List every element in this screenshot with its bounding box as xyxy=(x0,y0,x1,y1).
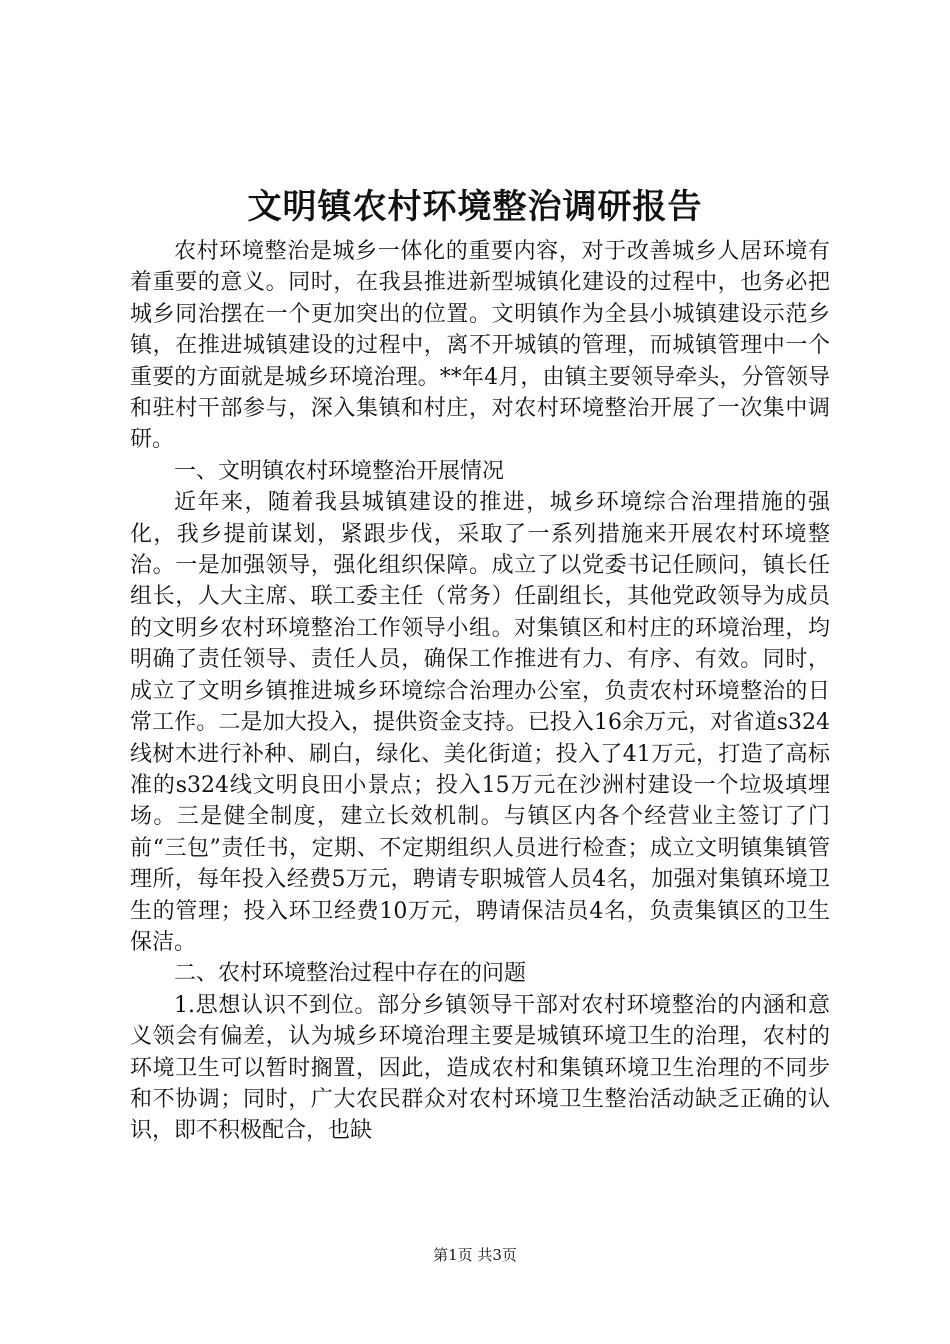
section-heading-2: 二、农村环境整治过程中存在的问题 xyxy=(174,961,527,987)
section-1-paragraph: 近年来，随着我县城镇建设的推进，城乡环境综合治理措施的强化，我乡提前谋划，紧跟步伐，采取了一系列措施来开展农村环境整治。一是加强领导，强化组织保障。成立了以党委书记任顾问，镇长任组长，人大主席、联工委主任（常务）任副组长，其他党政领导为成员的文明乡农村环境整治工作领导小组。对集镇区和村庄的环境治理，均明确了责任领导、责任人员，确保工作推进有力、有序、有效。同时，成立了文明乡镇推进城乡环境综合治理办公室，负责农村环境整治的日常工作。二是加大投入，提供资金支持。已投入16余万元，对省道s324线树木进行补种、刷白，绿化、美化街道；投入了41万元，打造了高标准的s324线文明良田小景点；投入15万元在沙洲村建设一个垃圾填埋场。三是健全制度，建立长效机制。与镇区内各个经营业主签订了门前“三包”责任书，定期、不定期组织人员进行检查；成立文明镇集镇管理所，每年投入经费5万元，聘请专职城管人员4名，加强对集镇环境卫生的管理；投入环卫经费10万元，聘请保洁员4名，负责集镇区的卫生保洁。 xyxy=(130,490,830,955)
document-body xyxy=(130,236,830,1147)
section-heading-1: 一、文明镇农村环境整治开展情况 xyxy=(174,458,505,484)
page-number-footer: 第1页 共3页 xyxy=(433,1246,517,1264)
section-2-paragraph: 1.思想认识不到位。部分乡镇领导干部对农村环境整治的内涵和意义领会有偏差，认为城乡环境治理主要是城镇环境卫生的治理，农村的环境卫生可以暂时搁置，因此，造成农村和集镇环境卫生治理的不同步和不协调；同时，广大农民群众对农村环境卫生整治活动缺乏正确的认识，即不积极配合，也缺 xyxy=(130,992,830,1144)
document-title: 文明镇农村环境整治调研报告 xyxy=(247,187,703,227)
intro-paragraph: 农村环境整治是城乡一体化的重要内容，对于改善城乡人居环境有着重要的意义。同时，在我县推进新型城镇化建设的过程中，也务必把城乡同治摆在一个更加突出的位置。文明镇作为全县小城镇建设示范乡镇，在推进城镇建设的过程中，离不开城镇的管理，而城镇管理中一个重要的方面就是城乡环境治理。**年4月，由镇主要领导牵头，分管领导和驻村干部参与，深入集镇和村庄，对农村环境整治开展了一次集中调研。 xyxy=(130,239,830,453)
